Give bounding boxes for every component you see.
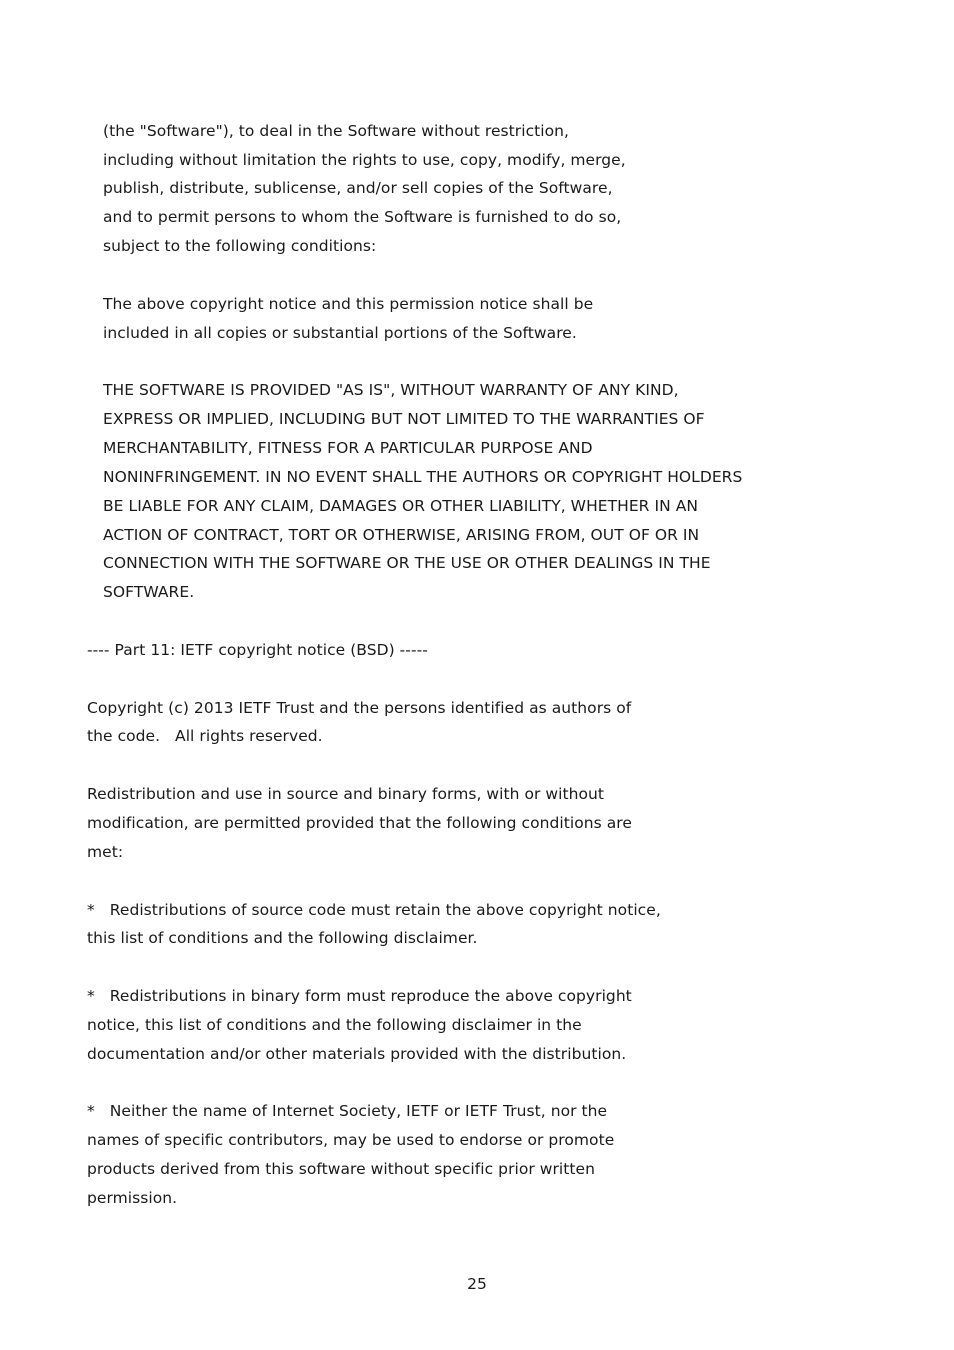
ietf-bullet3-line: * Neither the name of Internet Society, IETF or IETF Trust, nor the: [87, 1102, 608, 1120]
ietf-bullet2-line: notice, this list of conditions and the following disclaimer in the: [87, 1016, 582, 1034]
mit-para2-line: The above copyright notice and this permission notice shall be: [103, 295, 594, 313]
ietf-intro-line: Redistribution and use in source and binary forms, with or without: [87, 785, 605, 803]
mit-disclaimer-line: EXPRESS OR IMPLIED, INCLUDING BUT NOT LIMITED TO THE WARRANTIES OF: [103, 410, 705, 428]
mit-disclaimer-line: NONINFRINGEMENT. IN NO EVENT SHALL THE AUTHORS OR COPYRIGHT HOLDERS: [103, 468, 743, 486]
ietf-copyright-line: the code. All rights reserved.: [87, 727, 323, 745]
mit-disclaimer-line: MERCHANTABILITY, FITNESS FOR A PARTICULAR PURPOSE AND: [103, 439, 593, 457]
ietf-bullet1-line: * Redistributions of source code must retain the above copyright notice,: [87, 901, 661, 919]
mit-para2-line: included in all copies or substantial portions of the Software.: [103, 324, 577, 342]
mit-disclaimer-line: CONNECTION WITH THE SOFTWARE OR THE USE OR OTHER DEALINGS IN THE: [103, 554, 711, 572]
ietf-copyright-line: Copyright (c) 2013 IETF Trust and the persons identified as authors of: [87, 699, 632, 717]
mit-para1-line: including without limitation the rights to use, copy, modify, merge,: [103, 151, 626, 169]
section-heading: ---- Part 11: IETF copyright notice (BSD) -----: [87, 641, 428, 659]
ietf-bullet1-line: this list of conditions and the following disclaimer.: [87, 929, 478, 947]
page-number: 25: [467, 1275, 487, 1293]
ietf-bullet2-line: documentation and/or other materials provided with the distribution.: [87, 1045, 627, 1063]
mit-para1-line: (the "Software"), to deal in the Software without restriction,: [103, 122, 570, 140]
mit-disclaimer-line: BE LIABLE FOR ANY CLAIM, DAMAGES OR OTHER LIABILITY, WHETHER IN AN: [103, 497, 699, 515]
mit-disclaimer-line: SOFTWARE.: [103, 583, 195, 601]
mit-para1-line: and to permit persons to whom the Software is furnished to do so,: [103, 208, 622, 226]
ietf-intro-line: modification, are permitted provided that the following conditions are: [87, 814, 632, 832]
mit-para1-line: subject to the following conditions:: [103, 237, 377, 255]
ietf-bullet3-line: products derived from this software without specific prior written: [87, 1160, 596, 1178]
mit-para1-line: publish, distribute, sublicense, and/or sell copies of the Software,: [103, 179, 613, 197]
ietf-bullet3-line: permission.: [87, 1189, 178, 1207]
mit-disclaimer-line: THE SOFTWARE IS PROVIDED "AS IS", WITHOUT WARRANTY OF ANY KIND,: [103, 381, 679, 399]
ietf-intro-line: met:: [87, 843, 124, 861]
ietf-bullet3-line: names of specific contributors, may be used to endorse or promote: [87, 1131, 615, 1149]
ietf-bullet2-line: * Redistributions in binary form must reproduce the above copyright: [87, 987, 632, 1005]
mit-disclaimer-line: ACTION OF CONTRACT, TORT OR OTHERWISE, ARISING FROM, OUT OF OR IN: [103, 526, 700, 544]
